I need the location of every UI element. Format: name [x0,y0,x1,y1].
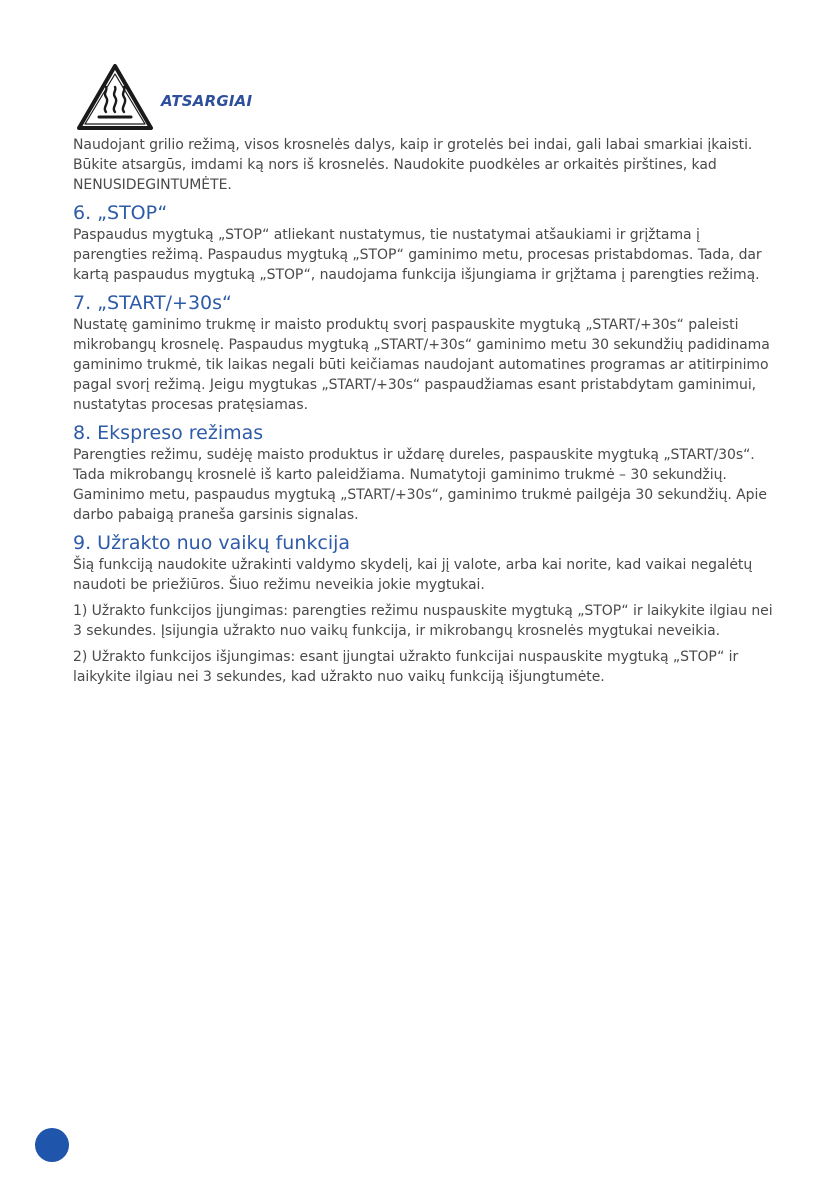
section-text-express: Parengties režimu, sudėję maisto produktus ir uždarę dureles, paspauskite mygtuką „START/30s“. Tada mikrobangų krosnelė iš karto paleidžiama. Numatytoji gaminimo trukmė – 30 sekundžių. Gaminimo metu, paspaudus mygtuką „START/+30s“, gaminimo trukmė pailgėja 30 sekundžių. Apie darbo pabaigą praneša garsinis signalas. [73,447,767,523]
childlock-step-1: 1) Užrakto funkcijos įjungimas: parengties režimu nuspauskite mygtuką „STOP“ ir laikykite ilgiau nei 3 sekundes. Įsijungia užrakto nuo vaikų funkcija, ir mikrobangų krosnelės mygtukai neveikia. [73,603,773,639]
section-text-childlock: Šią funkciją naudokite užrakinti valdymo skydelį, kai jį valote, arba kai norite, kad vaikai negalėtų naudoti be priežiūros. Šiuo režimu neveikia jokie mygtukai. [73,557,753,593]
section-text-start: Nustatę gaminimo trukmę ir maisto produktų svorį paspauskite mygtuką „START/+30s“ paleisti mikrobangų krosnelę. Paspaudus mygtuką „START/+30s“ gaminimo metu 30 sekundžių padidinama gaminimo trukmė, tik laikas negali būti keičiamas naudojant automatines programas ar atitirpinimo pagal svorį režimą. Jeigu mygtukas „START/+30s“ paspaudžiamas esant pristabdytam gaminimui, nustatytas procesas pratęsiamas. [73,317,770,413]
section-text-stop: Paspaudus mygtuką „STOP“ atliekant nustatymus, tie nustatymai atšaukiami ir grįžtama į parengties režimą. Paspaudus mygtuką „STOP“ gaminimo metu, procesas pristabdomas. Tada, dar kartą paspaudus mygtuką „STOP“, naudojama funkcija išjungiama ir grįžtama į parengties režimą. [73,227,762,283]
warning-title: ATSARGIAI [161,92,253,110]
warning-text: Naudojant grilio režimą, visos krosnelės dalys, kaip ir grotelės bei indai, gali labai smarkiai įkaisti. Būkite atsargūs, imdami ką nors iš krosnelės. Naudokite puodkėles ar orkaitės pirštines, kad NENUSIDEGINTUMĖTE. [73,137,753,193]
childlock-step-2: 2) Užrakto funkcijos išjungimas: esant įjungtai užrakto funkcijai nuspauskite mygtuką „STOP“ ir laikykite ilgiau nei 3 sekundes, kad užrakto nuo vaikų funkciją išjungtumėte. [73,649,739,685]
section-heading-start: 7. „START/+30s“ [73,292,232,314]
manual-content [73,135,773,687]
section-heading-childlock: 9. Užrakto nuo vaikų funkcija [73,532,351,554]
hot-surface-warning-icon [75,62,155,132]
warning-header [75,62,252,132]
page-marker [35,1128,69,1162]
section-heading-stop: 6. „STOP“ [73,202,168,224]
section-heading-express: 8. Ekspreso režimas [73,422,264,444]
